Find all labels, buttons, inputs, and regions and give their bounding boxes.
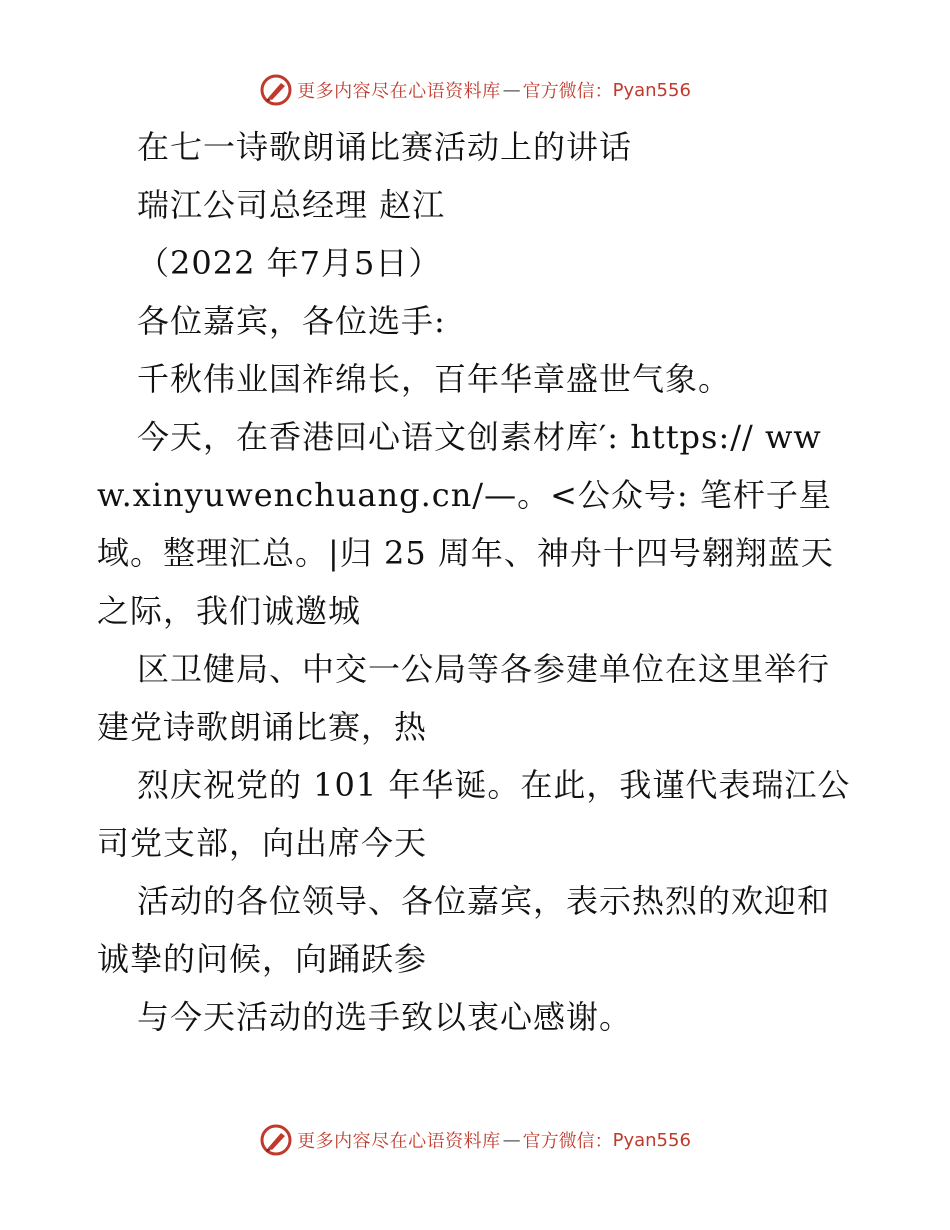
document-date: （2022 年7月5日） [137,244,442,282]
paragraph-2: 今天，在香港回心语文创素材库′: https:// www.xinyuwenchuang.cn/—。<公众号: 笔杆子星域。整理汇总。|归 25 周年、神舟十四号翱翔蓝天之际，我们诚邀城 [97,418,834,630]
paragraph-greeting: 各位嘉宾，各位选手: [137,302,446,340]
header-watermark-banner [0,70,950,110]
banner-text: 更多内容尽在心语资料库 [297,1131,501,1152]
document-author: 瑞江公司总经理 赵江 [137,186,446,224]
paragraph-6: 与今天活动的选手致以衷心感谢。 [137,998,633,1036]
document-title: 在七一诗歌朗诵比赛活动上的讲话 [137,128,633,166]
paragraph-3: 区卫健局、中交一公局等各参建单位在这里举行建党诗歌朗诵比赛，热 [97,650,831,746]
paragraph-1: 千秋伟业国祚绵长，百年华章盛世气象。 [137,360,732,398]
banner-label: 官方微信： [522,81,613,102]
pen-logo-icon [259,1123,293,1157]
document-body [97,118,857,1046]
footer-watermark-banner [0,1120,950,1160]
paragraph-4: 烈庆祝党的 101 年华诞。在此，我谨代表瑞江公司党支部，向出席今天 [97,766,851,862]
banner-label: 官方微信： [522,1131,613,1152]
paragraph-5: 活动的各位领导、各位嘉宾，表示热烈的欢迎和诚挚的问候，向踊跃参 [97,882,831,978]
banner-account: Pyan556 [612,79,691,101]
banner-separator: — [502,79,521,101]
banner-separator: — [502,1129,521,1151]
banner-account: Pyan556 [612,1129,691,1151]
pen-logo-icon [259,73,293,107]
banner-text: 更多内容尽在心语资料库 [297,81,501,102]
